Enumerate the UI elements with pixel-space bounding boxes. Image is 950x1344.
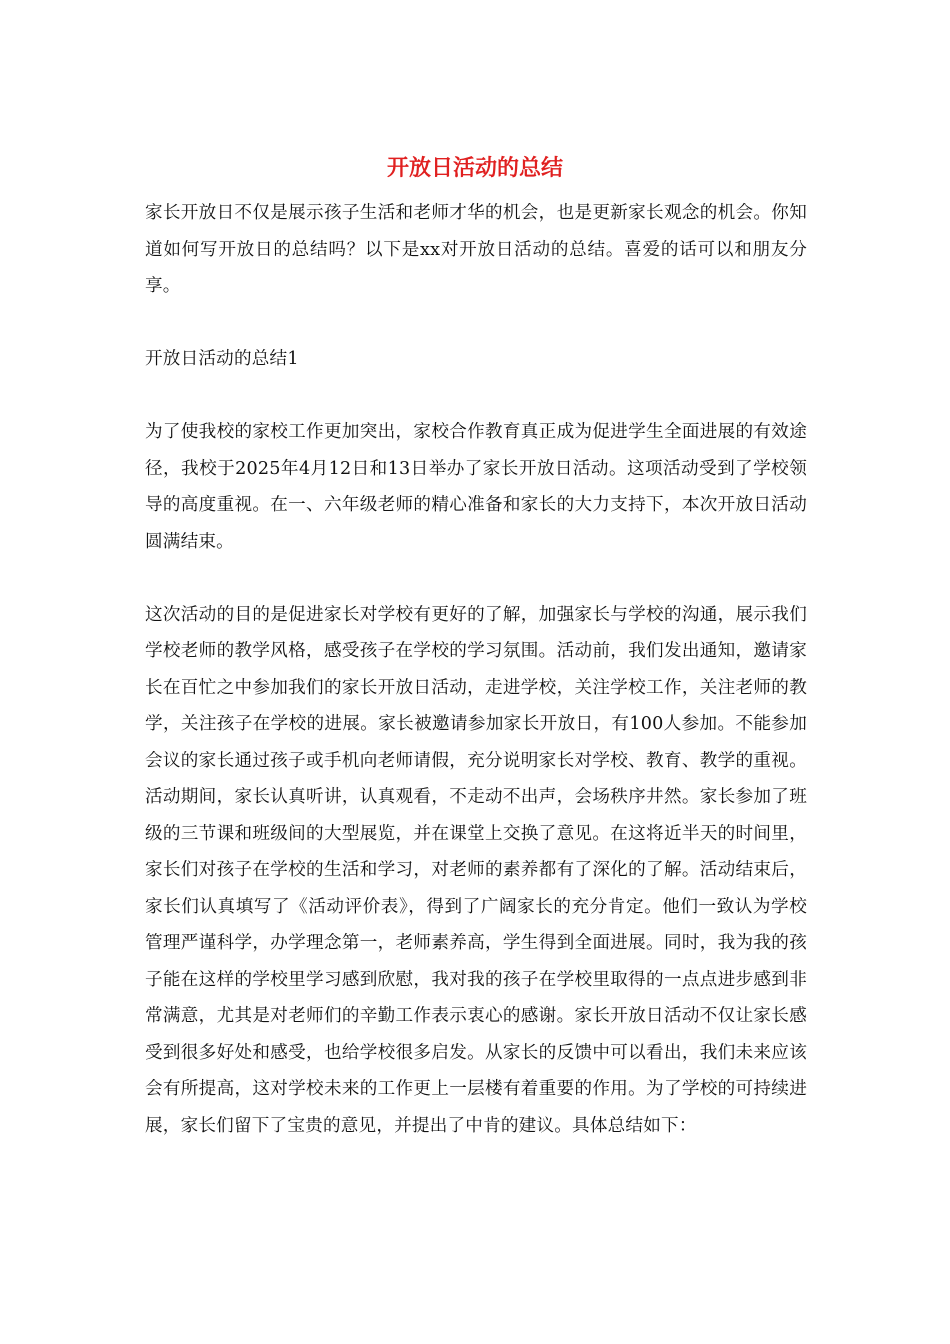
- document-body: [145, 195, 807, 1144]
- document-title: 开放日活动的总结: [386, 155, 563, 181]
- body-paragraph-2: 这次活动的目的是促进家长对学校有更好的了解，加强家长与学校的沟通，展示我们学校老师的教学风格，感受孩子在学校的学习氛围。活动前，我们发出通知，邀请家长在百忙之中参加我们的家长开放日活动，走进学校，关注学校工作，关注老师的教学，关注孩子在学校的进展。家长被邀请参加家长开放日，有100人参加。不能参加会议的家长通过孩子或手机向老师请假，充分说明家长对学校、教育、教学的重视。活动期间，家长认真听讲，认真观看，不走动不出声，会场秩序井然。家长参加了班级的三节课和班级间的大型展览，并在课堂上交换了意见。在这将近半天的时间里，家长们对孩子在学校的生活和学习，对老师的素养都有了深化的了解。活动结束后，家长们认真填写了《活动评价表》，得到了广阔家长的充分肯定。他们一致认为学校管理严谨科学，办学理念第一，老师素养高，学生得到全面进展。同时，我为我的孩子能在这样的学校里学习感到欣慰，我对我的孩子在学校里取得的一点点进步感到非常满意，尤其是对老师们的辛勤工作表示衷心的感谢。家长开放日活动不仅让家长感受到很多好处和感受，也给学校很多启发。从家长的反馈中可以看出，我们未来应该会有所提高，这对学校未来的工作更上一层楼有着重要的作用。为了学校的可持续进展，家长们留下了宝贵的意见，并提出了中肯的建议。具体总结如下：: [145, 604, 807, 1136]
- body-paragraph-1: 为了使我校的家校工作更加突出，家校合作教育真正成为促进学生全面进展的有效途径，我校于2025年4月12日和13日举办了家长开放日活动。这项活动受到了学校领导的高度重视。在一、六年级老师的精心准备和家长的大力支持下，本次开放日活动圆满结束。: [145, 422, 807, 552]
- intro-paragraph: 家长开放日不仅是展示孩子生活和老师才华的机会，也是更新家长观念的机会。你知道如何写开放日的总结吗？以下是xx对开放日活动的总结。喜爱的话可以和朋友分享。: [145, 203, 807, 296]
- section-heading: 开放日活动的总结1: [145, 349, 299, 369]
